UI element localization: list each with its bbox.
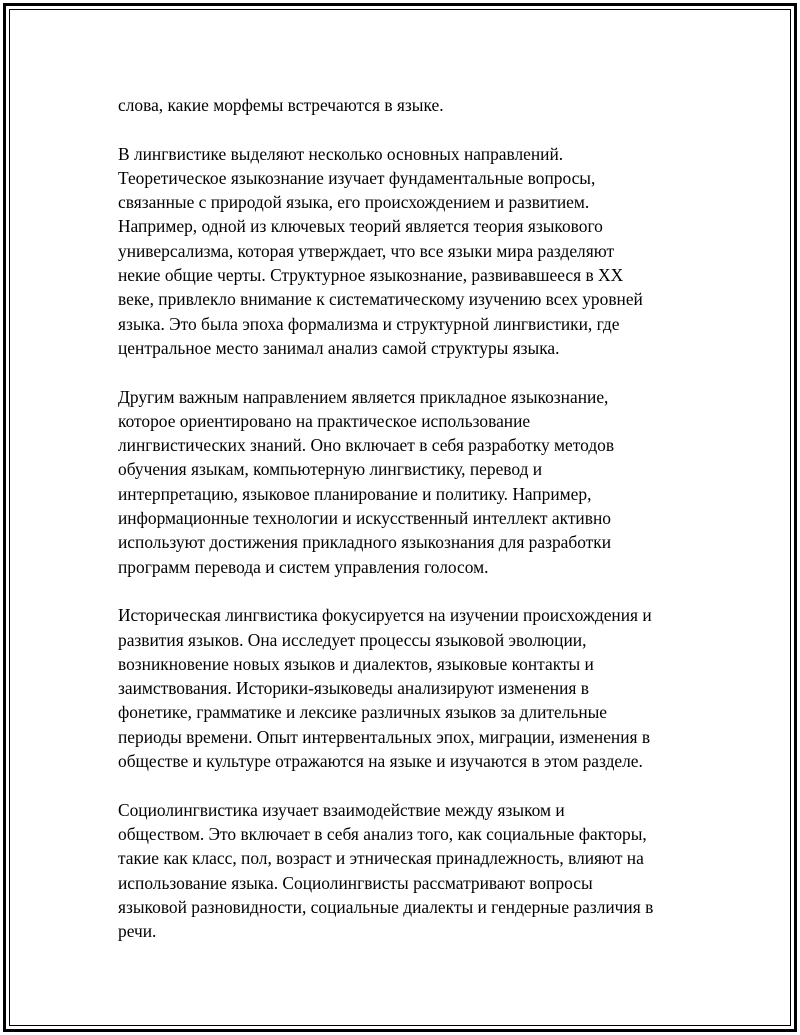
text-line: Теоретическое языкознание изучает фундаментальные вопросы, <box>118 167 596 188</box>
text-line: языковой разновидности, социальные диалекты и гендерные различия в <box>118 896 654 917</box>
text-line: Другим важным направлением является прикладное языкознание, <box>118 386 609 407</box>
text-line: программ перевода и систем управления голосом. <box>118 556 489 577</box>
text-line: которое ориентировано на практическое использование <box>118 410 531 431</box>
text-line: веке, привлекло внимание к систематическому изучению всех уровней <box>118 289 643 310</box>
text-line: Историческая лингвистика фокусируется на изучении происхождения и <box>118 605 652 626</box>
paragraph <box>118 93 698 117</box>
paragraph <box>118 385 698 579</box>
text-line: лингвистических знаний. Оно включает в себя разработку методов <box>118 435 615 456</box>
paragraph <box>118 798 698 944</box>
text-line: Социолингвистика изучает взаимодействие между языком и <box>118 799 565 820</box>
text-line: связанные с природой языка, его происхождением и развитием. <box>118 192 590 213</box>
text-line: фонетике, грамматике и лексике различных языков за длительные <box>118 702 608 723</box>
text-line: периоды времени. Опыт интервентальных эпох, миграции, изменения в <box>118 726 651 747</box>
text-line: слова, какие морфемы встречаются в языке. <box>118 95 444 115</box>
text-line: Например, одной из ключевых теорий является теория языкового <box>118 216 603 237</box>
text-line: некие общие черты. Структурное языкознание, развивавшееся в XX <box>118 265 624 286</box>
paragraph <box>118 603 698 773</box>
text-line: такие как класс, пол, возраст и этническая принадлежность, влияют на <box>118 848 644 869</box>
text-line: обществе и культуре отражаются на языке и изучаются в этом разделе. <box>118 751 643 772</box>
paragraph <box>118 142 698 361</box>
text-line: использование языка. Социолингвисты рассматривают вопросы <box>118 872 593 893</box>
text-line: интерпретацию, языковое планирование и политику. Например, <box>118 483 592 504</box>
text-line: В лингвистике выделяют несколько основных направлений. <box>118 143 564 164</box>
text-line: обществом. Это включает в себя анализ того, как социальные факторы, <box>118 823 647 844</box>
text-line: речи. <box>118 921 157 942</box>
text-line: обучения языкам, компьютерную лингвистику, перевод и <box>118 459 543 480</box>
text-line: используют достижения прикладного языкознания для разработки <box>118 532 612 553</box>
document-body <box>118 93 698 968</box>
text-line: центральное место занимал анализ самой структуры языка. <box>118 337 560 358</box>
text-line: универсализма, которая утверждает, что все языки мира разделяют <box>118 240 615 261</box>
text-line: заимствования. Историки-языковеды анализируют изменения в <box>118 678 589 699</box>
text-line: языка. Это была эпоха формализма и структурной лингвистики, где <box>118 313 620 334</box>
text-line: возникновение новых языков и диалектов, языковые контакты и <box>118 653 594 674</box>
text-line: информационные технологии и искусственный интеллект активно <box>118 508 611 529</box>
text-line: развития языков. Она исследует процессы языковой эволюции, <box>118 629 587 650</box>
